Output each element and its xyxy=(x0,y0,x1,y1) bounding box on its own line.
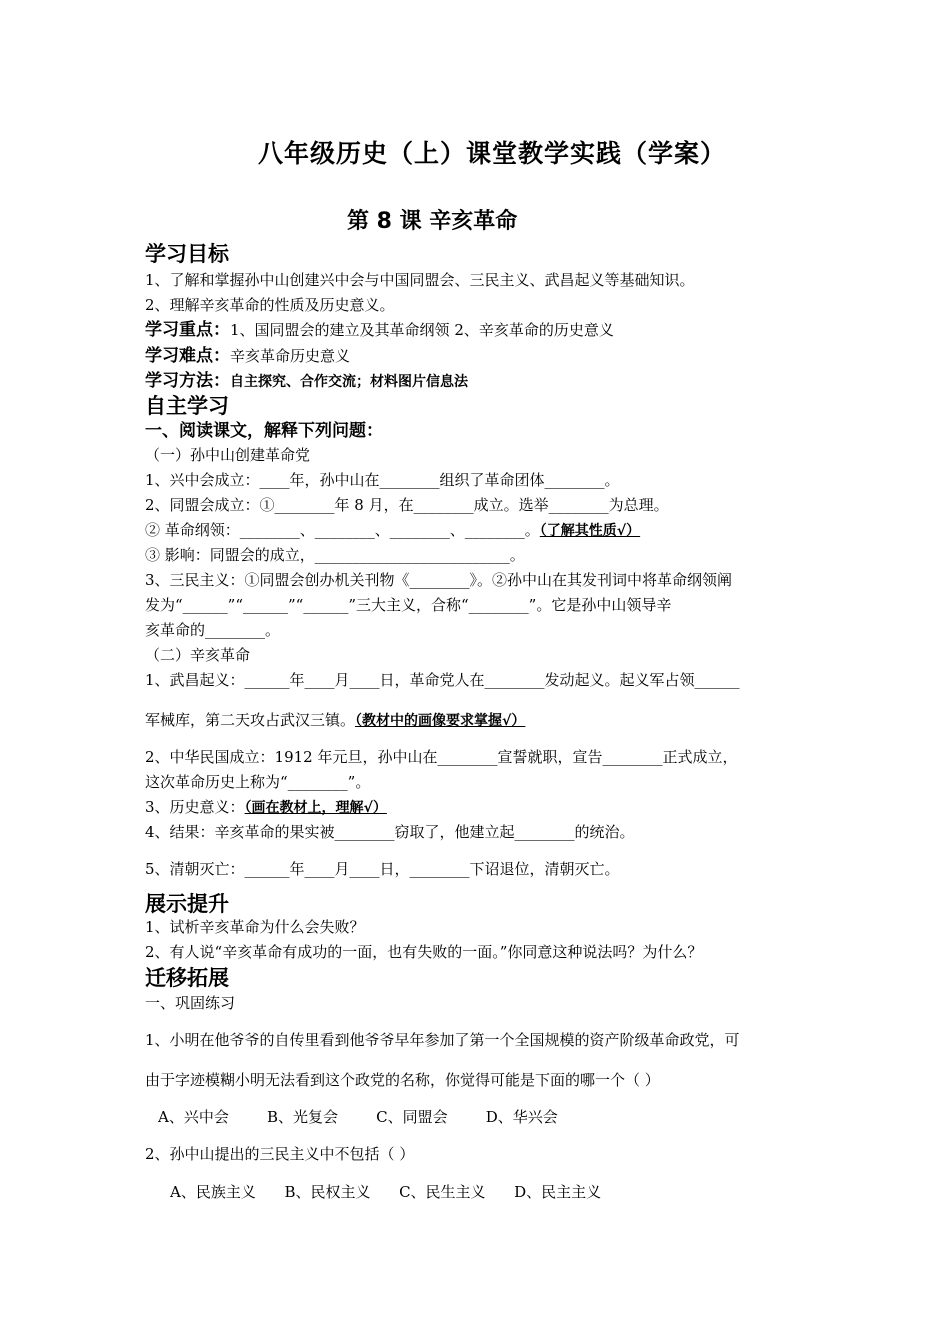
program-note: （了解其性质√） xyxy=(539,523,641,539)
part2-heading: （二）辛亥革命 xyxy=(145,646,251,664)
lesson-title: 第 8 课 辛亥革命 xyxy=(347,209,518,234)
extend-heading: 迁移拓展 xyxy=(145,966,229,990)
difficulty-label: 学习难点： xyxy=(145,346,230,366)
show-item: 1、试析辛亥革命为什么会失败？ xyxy=(145,918,365,936)
exercise-question: 1、小明在他爷爷的自传里看到他爷爷早年参加了第一个全国规模的资产阶级革命政党，可 xyxy=(145,1031,740,1049)
method-text: 自主探究、合作交流；材料图片信息法 xyxy=(230,374,468,390)
question-line: 2、同盟会成立：①________年 8 月，在________成立。选举________为总理。 xyxy=(145,496,669,514)
exercise-options: A、兴中会 B、光复会 C、同盟会 D、华兴会 xyxy=(158,1108,558,1126)
question-line: 亥革命的________。 xyxy=(145,621,281,639)
goal-item: 2、理解辛亥革命的性质及历史意义。 xyxy=(145,296,395,314)
question-line: 1、武昌起义：______年____月____日，革命党人在________发动起义。起义军占领______ xyxy=(145,671,740,689)
question-line: 1、兴中会成立：____年，孙中山在________组织了革命团体________。 xyxy=(145,471,620,489)
extend-subheading: 一、巩固练习 xyxy=(145,994,236,1012)
key-points-label: 学习重点： xyxy=(145,320,230,340)
uprising-note: （教材中的画像要求掌握√） xyxy=(355,713,526,729)
program-text: ② 革命纲领：________、________、________、________。 xyxy=(145,521,540,539)
uprising-text: 军械库，第二天攻占武汉三镇。 xyxy=(145,711,356,729)
document-title: 八年级历史（上）课堂教学实践（学案） xyxy=(258,139,727,168)
show-heading: 展示提升 xyxy=(145,892,229,916)
self-study-heading: 自主学习 xyxy=(145,394,229,418)
goal-item: 1、了解和掌握孙中山创建兴中会与中国同盟会、三民主义、武昌起义等基础知识。 xyxy=(145,271,695,289)
method-label: 学习方法： xyxy=(145,371,230,391)
goals-heading: 学习目标 xyxy=(145,242,229,266)
exercise-question: 由于字迹模糊小明无法看到这个政党的名称，你觉得可能是下面的哪一个（ ） xyxy=(145,1071,660,1089)
show-item: 2、有人说“辛亥革命有成功的一面，也有失败的一面。”你同意这种说法吗？为什么？ xyxy=(145,943,703,961)
question-line xyxy=(145,797,387,818)
key-points-line xyxy=(145,320,614,340)
exercise-question: 2、孙中山提出的三民主义中不包括（ ） xyxy=(145,1145,415,1163)
significance-note: （画在教材上，理解√） xyxy=(244,800,387,816)
question-line: 4、结果：辛亥革命的果实被________窃取了，他建立起________的统治。 xyxy=(145,823,635,841)
question-line xyxy=(145,710,525,731)
question-line: 这次革命历史上称为“________”。 xyxy=(145,773,371,791)
question-line: 发为“______”“______”“______”三大主义，合称“________”。它是孙中山领导辛 xyxy=(145,596,672,614)
part1-heading: （一）孙中山创建革命党 xyxy=(145,446,311,464)
question-line: 2、中华民国成立：1912 年元旦，孙中山在________宣誓就职，宣告________正式成立， xyxy=(145,748,738,766)
exercise-options: A、民族主义 B、民权主义 C、民生主义 D、民主主义 xyxy=(170,1183,602,1201)
self-study-subheading: 一、阅读课文，解释下列问题： xyxy=(145,421,383,441)
method-line xyxy=(145,371,468,392)
key-points-text: 1、国同盟会的建立及其革命纲领 2、辛亥革命的历史意义 xyxy=(230,321,614,339)
difficulty-line xyxy=(145,346,350,366)
question-line: ③ 影响：同盟会的成立，__________________________。 xyxy=(145,546,525,564)
question-line xyxy=(145,520,640,541)
significance-text: 3、历史意义： xyxy=(145,798,245,816)
question-line: 5、清朝灭亡：______年____月____日，________下诏退位，清朝灭亡。 xyxy=(145,860,620,878)
question-line: 3、三民主义：①同盟会创办机关刊物《________》。②孙中山在其发刊词中将革命纲领阐 xyxy=(145,571,733,589)
difficulty-text: 辛亥革命历史意义 xyxy=(230,347,351,365)
